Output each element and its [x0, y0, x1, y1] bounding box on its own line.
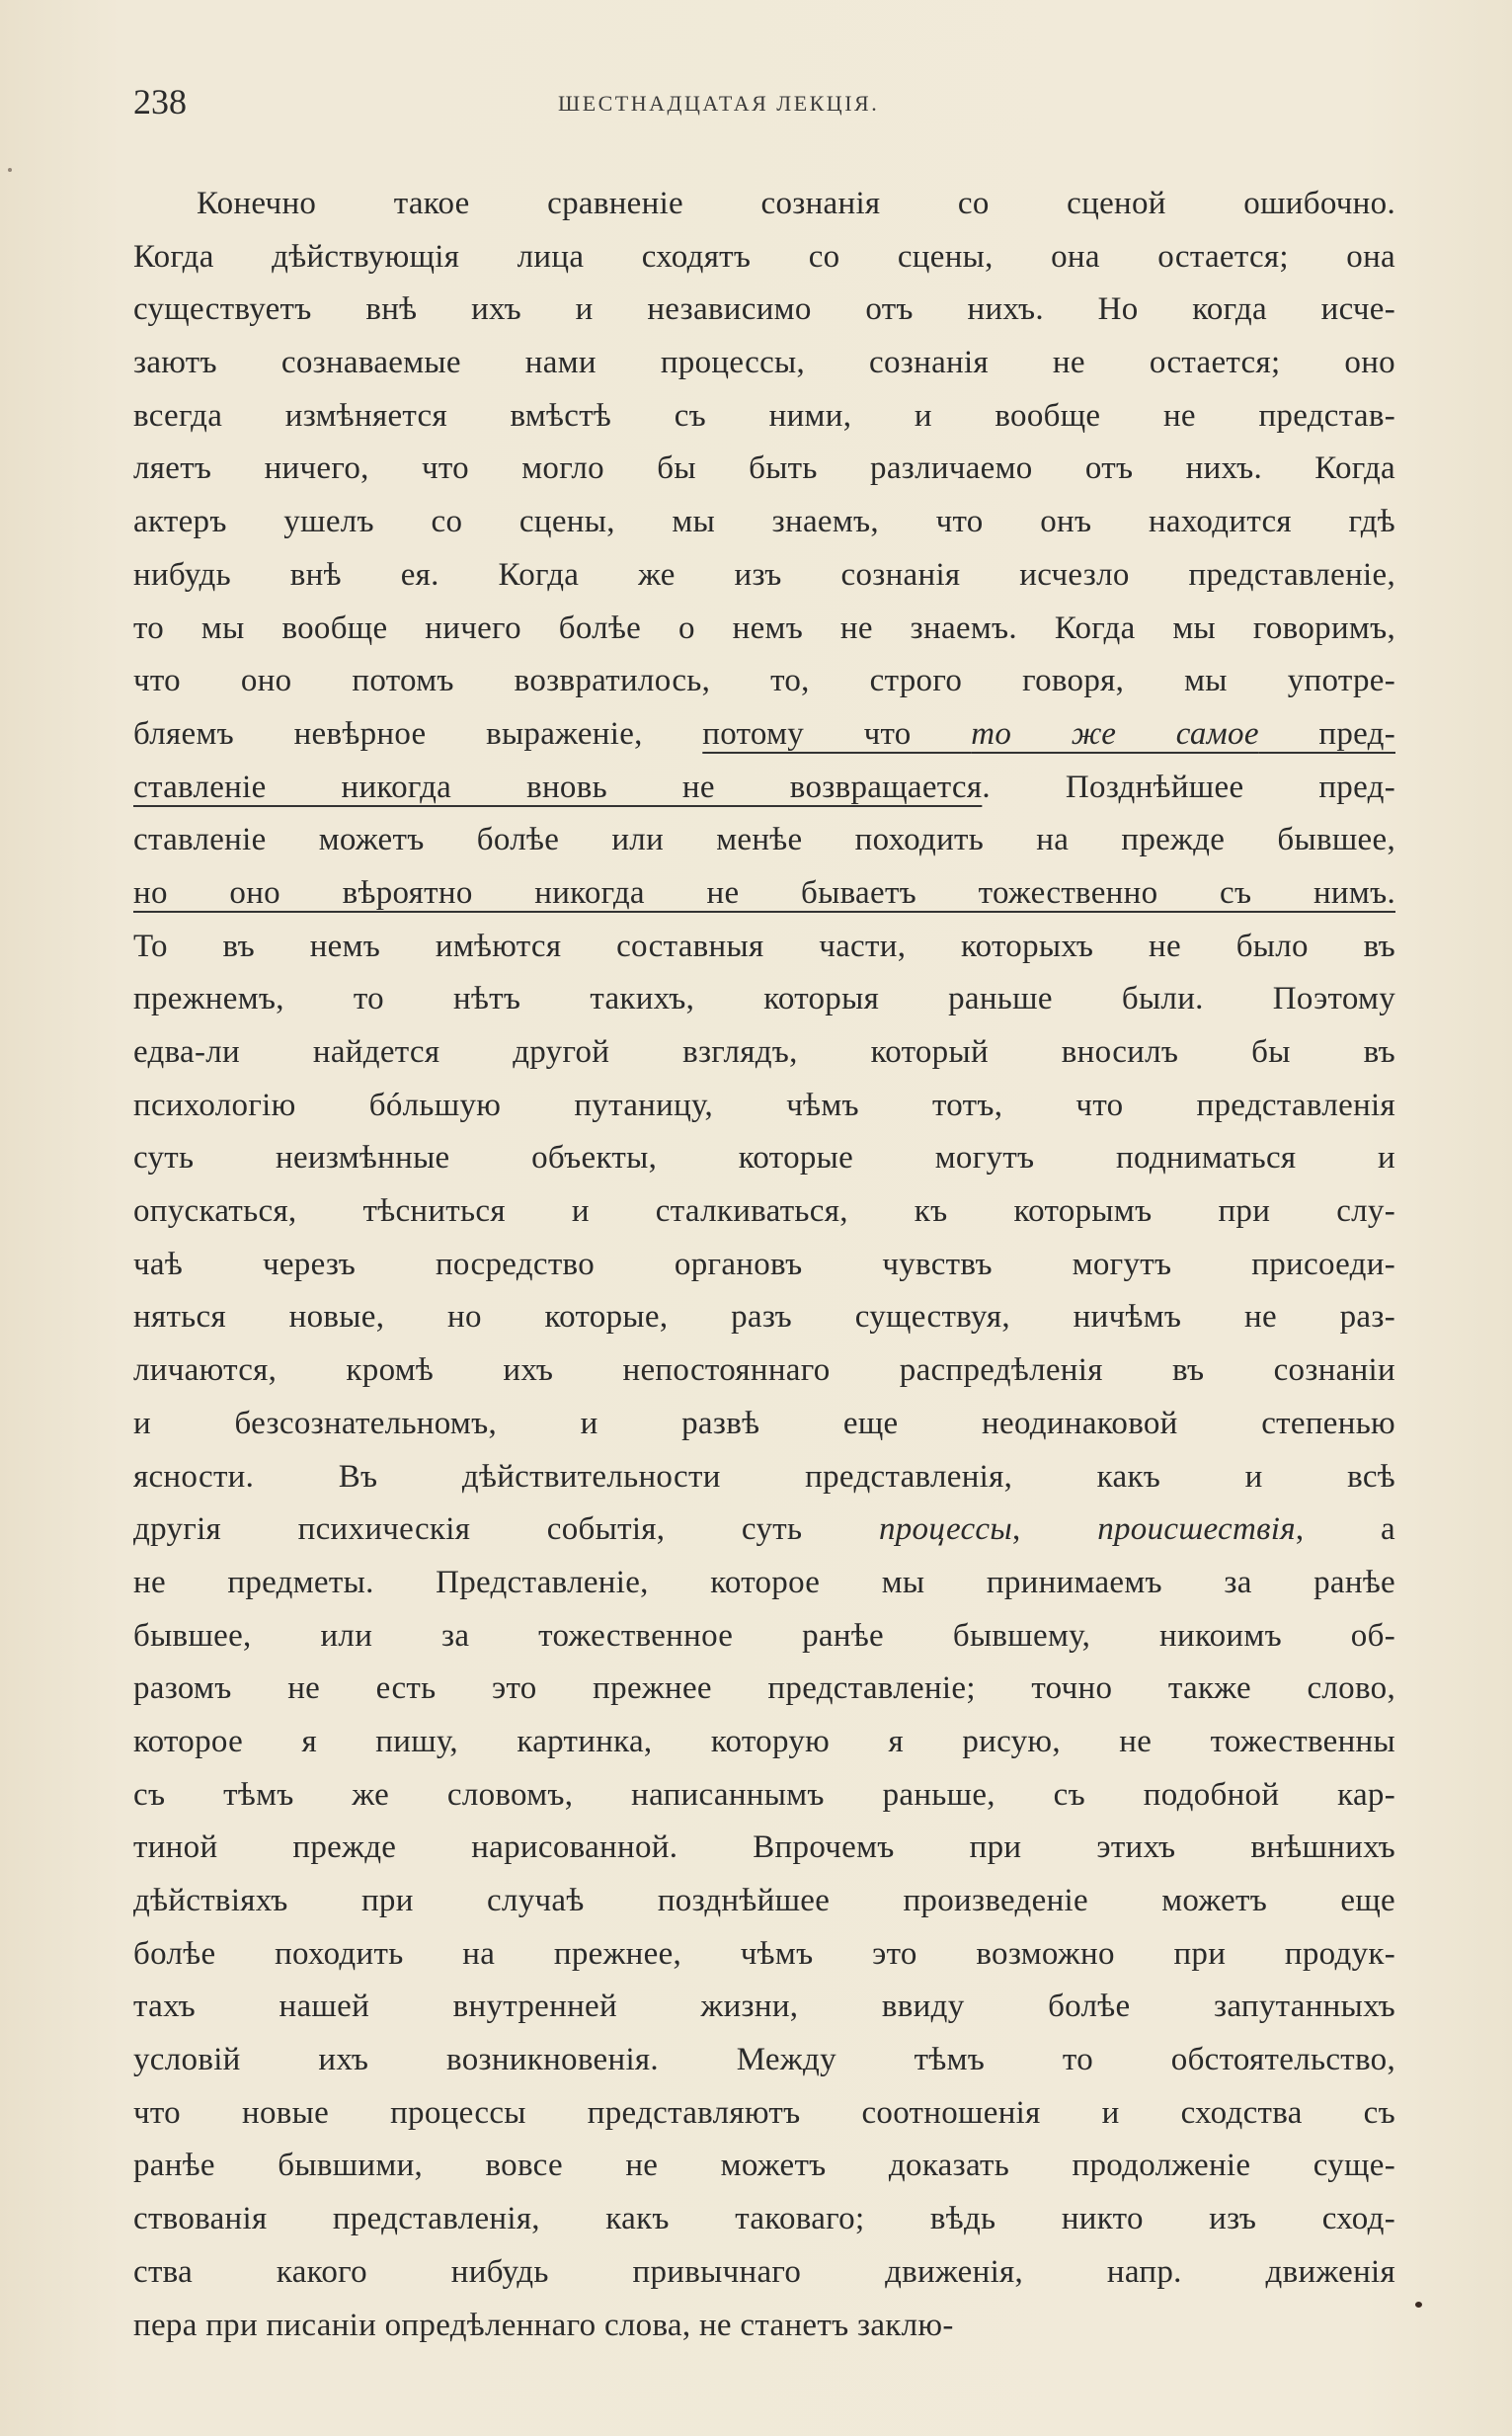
text-line: нибудь внѣ ея. Когда же изъ сознанія исчезло представленіе,	[133, 556, 1395, 593]
underlined-text: пред-	[1258, 715, 1395, 752]
text-line: дѣйствіяхъ при случаѣ позднѣйшее произведеніе можетъ еще	[133, 1883, 1395, 1918]
text-line: едва-ли найдется другой взглядъ, который вносилъ бы въ	[133, 1034, 1395, 1070]
underlined-text: но оно вѣроятно никогда не бываетъ тожественно съ нимъ.	[133, 874, 1395, 911]
body-paragraph	[133, 178, 1395, 2352]
text-line: и безсознательномъ, и развѣ еще неодинаковой степенью	[133, 1405, 1395, 1441]
text-line: тахъ нашей внутренней жизни, ввиду болѣе запутанныхъ	[133, 1989, 1395, 2025]
page-header	[133, 81, 1395, 130]
text-line: ранѣе бывшими, вовсе не можетъ доказать продолженіе суще-	[133, 2148, 1395, 2184]
text-line: ляетъ ничего, что могло бы быть различаемо отъ нихъ. Когда	[133, 450, 1395, 487]
text-line: Конечно такое сравненіе сознанія со сценой ошибочно.	[197, 186, 1395, 221]
text-line: всегда измѣняется вмѣстѣ съ ними, и вообще не представ-	[133, 397, 1395, 434]
ink-speck	[8, 168, 12, 172]
text-line: условій ихъ возникновенія. Между тѣмъ то обстоятельство,	[133, 2042, 1395, 2078]
text-line: болѣе походить на прежнее, чѣмъ это возможно при продук-	[133, 1935, 1395, 1972]
italic-text: происшествія	[1097, 1511, 1296, 1548]
text-line: психологію бóльшую путаницу, чѣмъ тотъ, что представленія	[133, 1087, 1395, 1123]
text-line: пера при писаніи опредѣленнаго слова, не станетъ заклю-	[133, 2307, 954, 2343]
text-line: чаѣ черезъ посредство органовъ чувствъ могутъ присоеди-	[133, 1246, 1395, 1282]
text-line: опускаться, тѣсниться и сталкиваться, къ которымъ при слу-	[133, 1193, 1395, 1230]
text-span: другія психическія событія, суть	[133, 1511, 879, 1548]
text-line: ставленіе можетъ болѣе или менѣе походить на прежде бывшее,	[133, 822, 1395, 858]
text-line: заютъ сознаваемые нами процессы, сознанія не остается; оно	[133, 345, 1395, 381]
text-line: съ тѣмъ же словомъ, написаннымъ раньше, съ подобной кар-	[133, 1776, 1395, 1813]
text-line: няться новые, но которые, разъ существуя, ничѣмъ не раз-	[133, 1299, 1395, 1336]
text-line: что оно потомъ возвратилось, то, строго говоря, мы употре-	[133, 663, 1395, 699]
text-line: то мы вообще ничего болѣе о немъ не знаемъ. Когда мы говоримъ,	[133, 609, 1395, 646]
text-line: личаются, кромѣ ихъ непостояннаго распредѣленія въ сознаніи	[133, 1352, 1395, 1389]
text-line: суть неизмѣнные объекты, которые могутъ подниматься и	[133, 1140, 1395, 1177]
text-span: . Позднѣйшее пред-	[982, 769, 1395, 805]
underlined-text: ставленіе никогда вновь не возвращается	[133, 769, 983, 805]
underlined-text: потому что	[702, 715, 972, 752]
running-head: ШЕСТНАДЦАТАЯ ЛЕКЦІЯ.	[558, 91, 880, 116]
text-line: которое я пишу, картинка, которую я рисую, не тожественны	[133, 1723, 1395, 1759]
text-line: ства какого нибудь привычнаго движенія, напр. движенія	[133, 2253, 1395, 2290]
text-line: тиной прежде нарисованной. Впрочемъ при этихъ внѣшнихъ	[133, 1829, 1395, 1866]
text-line: ствованія представленія, какъ таковаго; вѣдь никто изъ сход-	[133, 2201, 1395, 2237]
text-line: существуетъ внѣ ихъ и независимо отъ нихъ. Но когда исче-	[133, 291, 1395, 328]
text-line-underlined	[133, 708, 1395, 762]
underlined-italic-text: то же самое	[971, 715, 1259, 752]
ink-speck	[1415, 2302, 1422, 2308]
text-line-underlined	[133, 762, 1395, 815]
text-line: актеръ ушелъ со сцены, мы знаемъ, что онъ находится гдѣ	[133, 504, 1395, 540]
page-number: 238	[133, 82, 187, 122]
text-line: что новые процессы представляютъ соотношенія и сходства съ	[133, 2094, 1395, 2131]
text-line: То въ немъ имѣются составныя части, которыхъ не было въ	[133, 928, 1395, 964]
text-line-italic	[133, 1503, 1395, 1557]
text-span: , а	[1295, 1511, 1395, 1548]
text-line: прежнемъ, то нѣтъ такихъ, которыя раньше были. Поэтому	[133, 981, 1395, 1017]
text-line: ясности. Въ дѣйствительности представленія, какъ и всѣ	[133, 1458, 1395, 1495]
text-span: ,	[1012, 1511, 1098, 1548]
text-line-underlined	[133, 867, 1395, 921]
text-span: бляемъ невѣрное выраженіе,	[133, 715, 703, 752]
text-line: не предметы. Представленіе, которое мы принимаемъ за ранѣе	[133, 1564, 1395, 1600]
text-line: разомъ не есть это прежнее представленіе; точно также слово,	[133, 1670, 1395, 1707]
text-line: Когда дѣйствующія лица сходятъ со сцены, она остается; она	[133, 238, 1395, 275]
italic-text: процессы	[878, 1511, 1013, 1548]
text-line: бывшее, или за тожественное ранѣе бывшему, никоимъ об-	[133, 1617, 1395, 1654]
